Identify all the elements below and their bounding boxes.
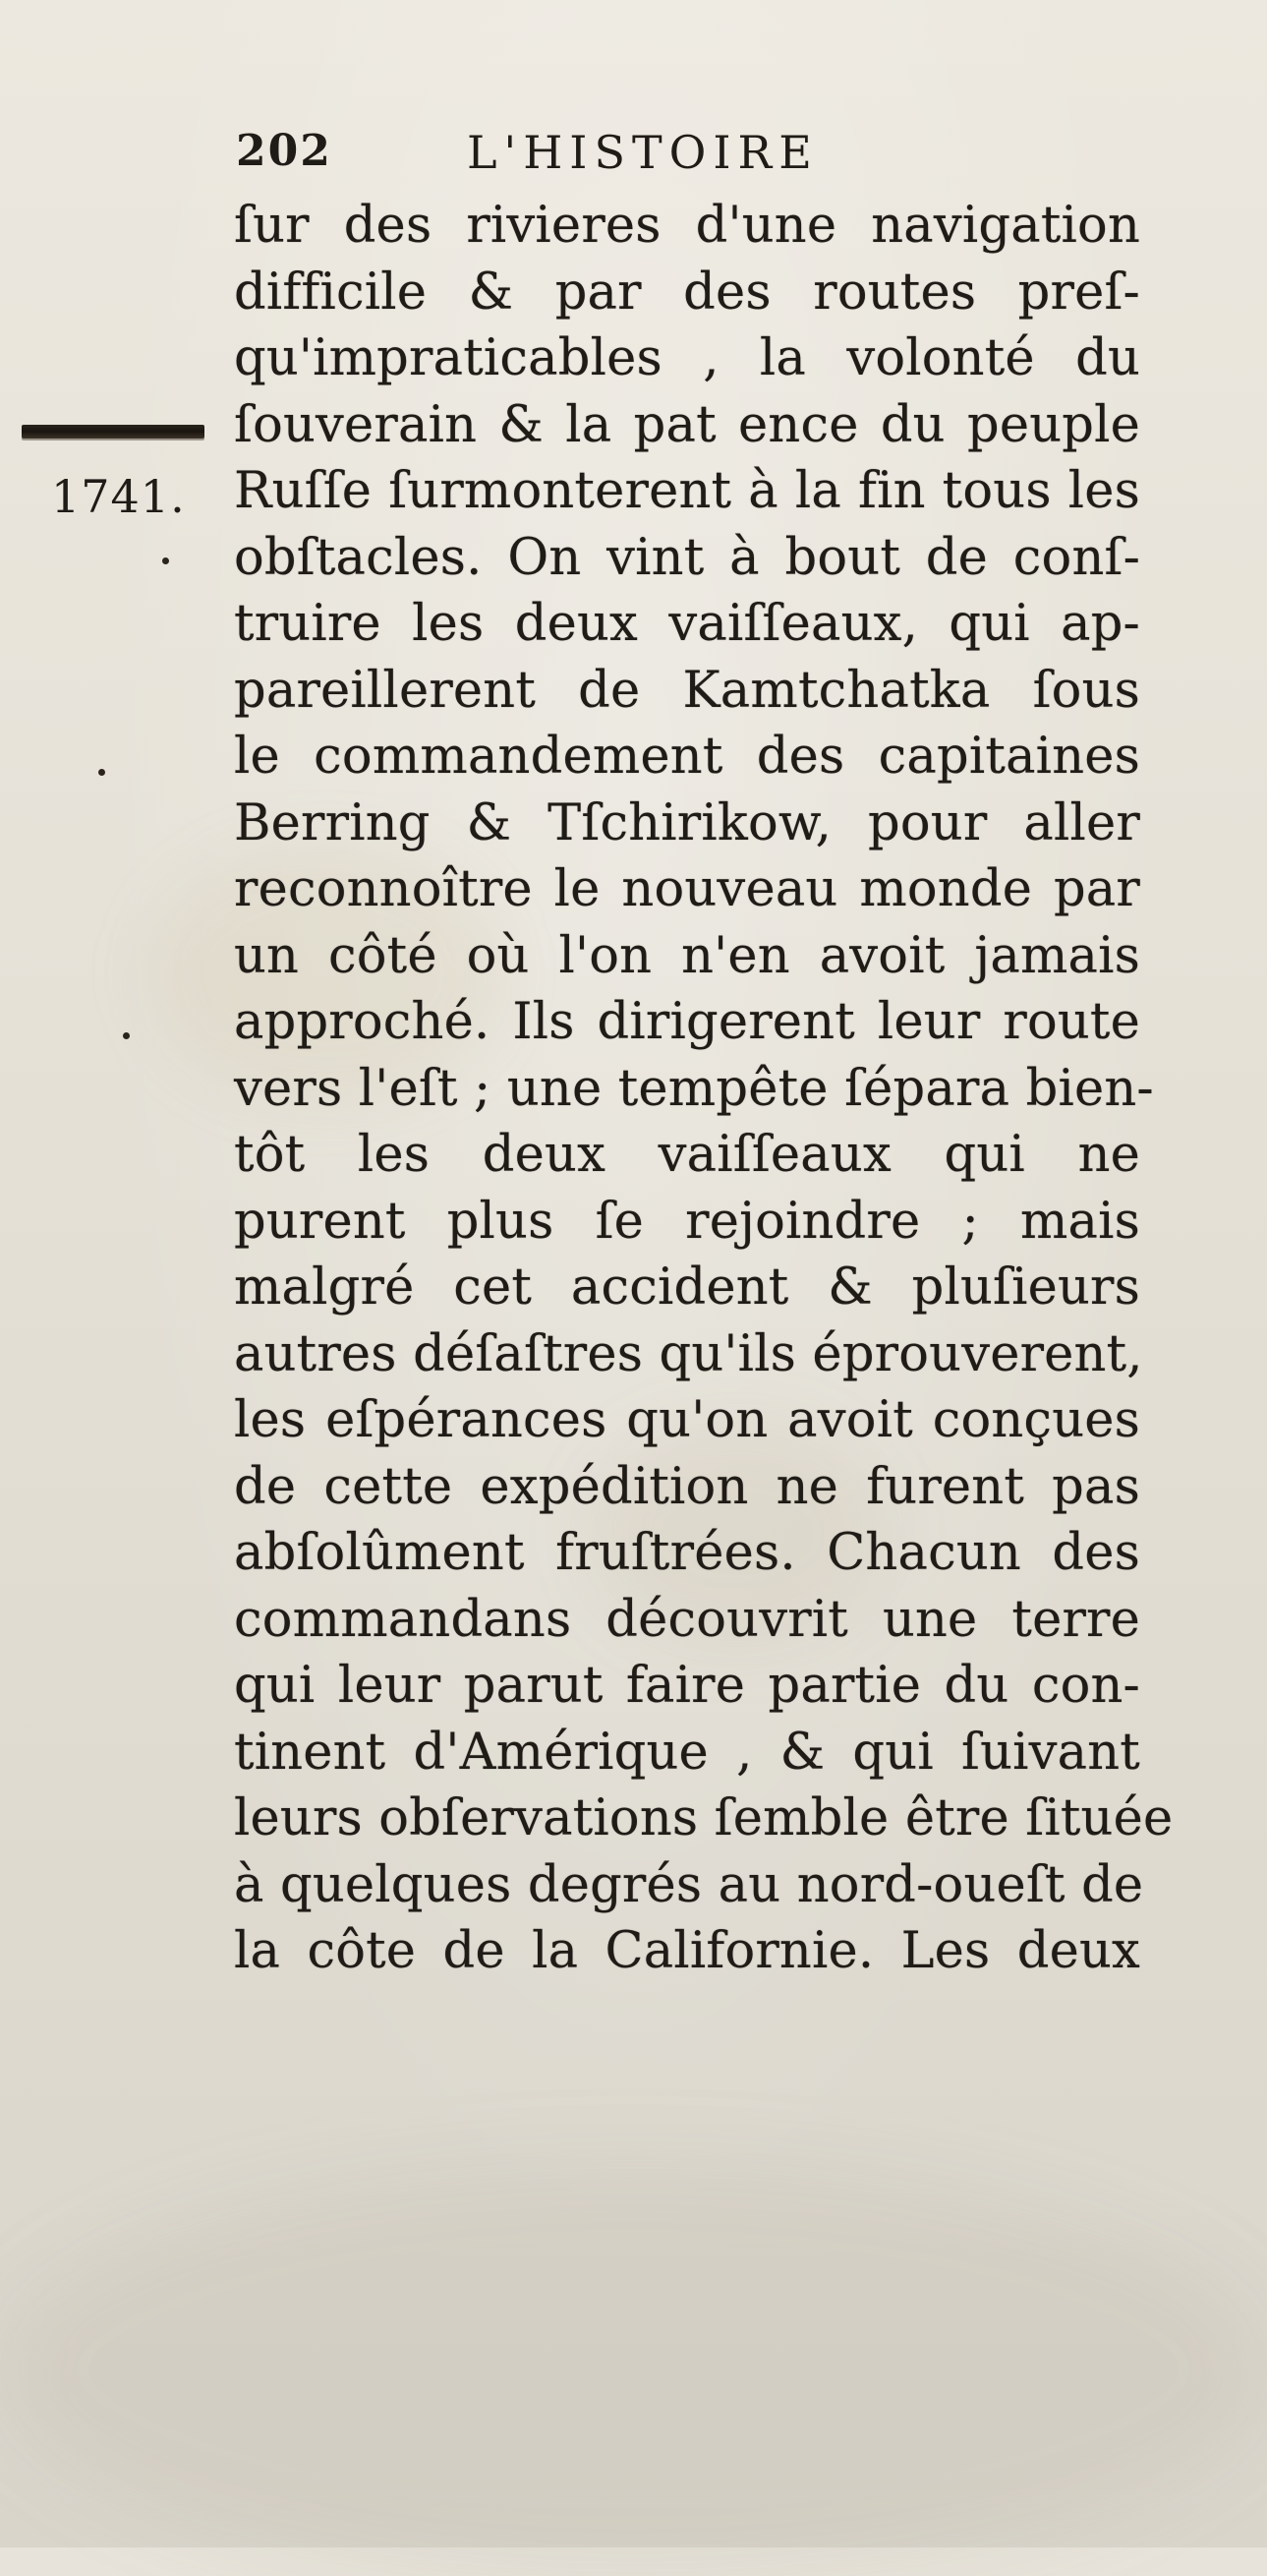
- text-line: à quelques degrés au nord-oueſt de: [234, 1855, 1144, 1914]
- margin-rule: [22, 425, 204, 439]
- text-line: tinent d'Amérique , & qui ſuivant: [234, 1723, 1140, 1782]
- text-line: vers l'eſt ; une tempête ſépara bien-: [234, 1059, 1154, 1118]
- text-line: reconnoître le nouveau monde par: [234, 860, 1140, 918]
- running-head: L'HISTOIRE: [467, 126, 819, 179]
- text-line: malgré cet accident & pluſieurs: [234, 1259, 1140, 1317]
- text-line: purent plus ſe rejoindre ; mais: [234, 1192, 1140, 1251]
- text-line: abſolûment fruſtrées. Chacun des: [234, 1524, 1140, 1582]
- margin-year: 1741.: [51, 470, 186, 523]
- text-line: les eſpérances qu'on avoit conçues: [234, 1391, 1140, 1449]
- text-line: ſouverain & la pat ence du peuple: [234, 395, 1140, 454]
- margin-dot: [162, 557, 169, 564]
- text-line: obſtacles. On vint à bout de conſ-: [234, 528, 1140, 587]
- text-line: Ruſſe ſurmonterent à la fin tous les: [234, 462, 1140, 520]
- text-line: de cette expédition ne furent pas: [234, 1457, 1140, 1516]
- text-line: commandans découvrit une terre: [234, 1590, 1140, 1649]
- text-line: le commandement des capitaines: [234, 728, 1140, 786]
- text-line: Berring & Tſchirikow, pour aller: [234, 793, 1140, 852]
- text-line: un côté où l'on n'en avoit jamais: [234, 926, 1140, 985]
- text-line: leurs obſervations ſemble être ſituée: [234, 1789, 1174, 1847]
- paper-shadow: [0, 2163, 1267, 2576]
- text-line: truire les deux vaiſſeaux, qui ap-: [234, 595, 1140, 653]
- page-number: 202: [236, 126, 332, 176]
- text-line: tôt les deux vaiſſeaux qui ne: [234, 1126, 1140, 1184]
- margin-dot: [98, 769, 105, 776]
- page-header: [236, 126, 1042, 185]
- text-line: approché. Ils dirigerent leur route: [234, 993, 1140, 1051]
- margin-dot: [123, 1032, 130, 1039]
- text-line: qui leur parut faire partie du con-: [234, 1657, 1140, 1715]
- text-line: difficile & par des routes preſ-: [234, 263, 1140, 322]
- text-line: autres déſaſtres qu'ils éprouverent,: [234, 1324, 1143, 1383]
- text-line: qu'impraticables , la volonté du: [234, 329, 1140, 387]
- body-text: [234, 193, 1174, 1985]
- text-line: la côte de la Californie. Les deux: [234, 1922, 1140, 1980]
- text-line: ſur des rivieres d'une navigation: [234, 197, 1140, 255]
- text-line: pareillerent de Kamtchatka ſous: [234, 661, 1140, 720]
